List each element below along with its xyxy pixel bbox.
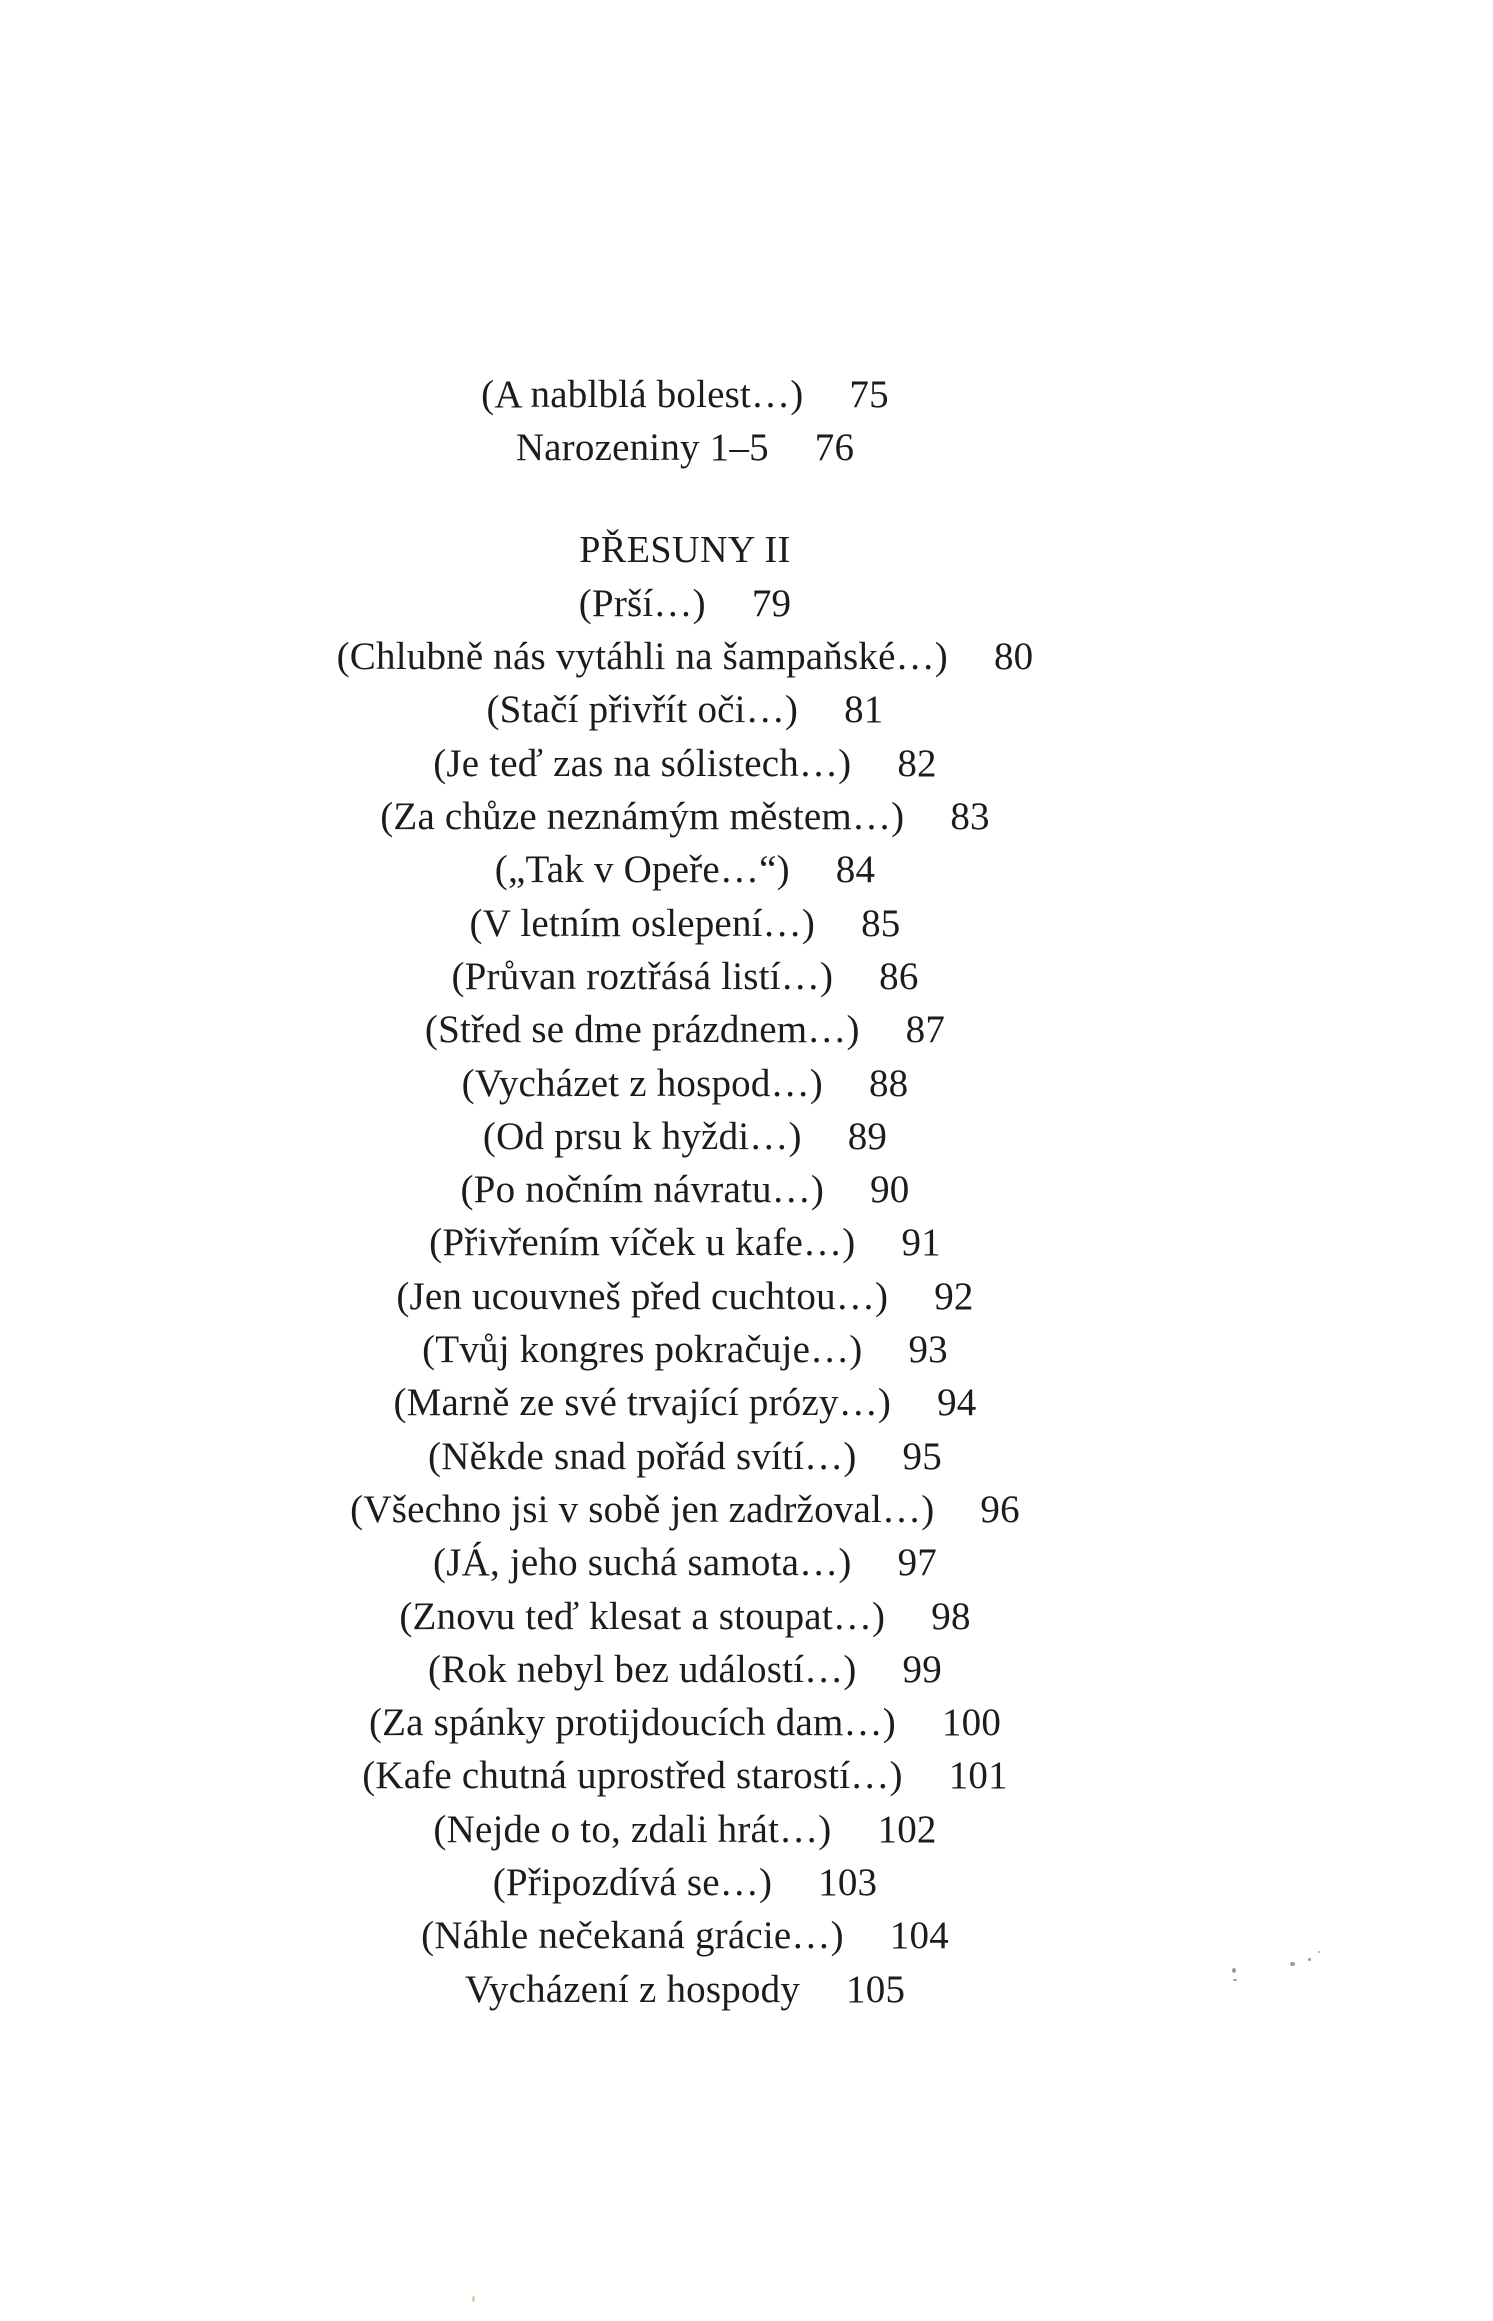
toc-entry-title: (Nejde o to, zdali hrát…) (433, 1807, 832, 1851)
toc-entry (0, 1643, 1370, 1696)
toc-entry-title: Narozeniny 1–5 (515, 426, 769, 470)
toc-entry-title: (Prší…) (578, 581, 706, 625)
toc-entry-title: (Chlubně nás vytáhli na šampaňské…) (336, 635, 948, 679)
section-entries (0, 577, 1370, 2016)
toc-entry (0, 1963, 1370, 2016)
toc-entry-page: 90 (870, 1168, 910, 1212)
toc-entry (0, 950, 1370, 1003)
toc-entry-title: (Střed se dme prázdnem…) (424, 1008, 860, 1052)
toc-entry-page: 80 (993, 635, 1034, 679)
toc-entry-title: (Náhle nečekaná grácie…) (421, 1914, 844, 1958)
scan-speck (1232, 1968, 1236, 1973)
toc-entry (0, 368, 1370, 421)
section-spacer (0, 475, 1370, 524)
toc-entry-page: 100 (941, 1701, 1002, 1745)
toc-entry-page: 102 (877, 1807, 937, 1851)
toc-entry (0, 630, 1370, 683)
scan-speck (1290, 1962, 1295, 1966)
toc-entry-page: 95 (902, 1434, 942, 1478)
toc-entry-title: (Jen ucouvneš před cuchtou…) (396, 1274, 889, 1318)
scan-speck (1318, 1951, 1320, 1953)
toc-entry-title: (Tvůj kongres pokračuje…) (422, 1328, 863, 1372)
toc-entry-page: 83 (950, 795, 990, 839)
scan-speck (472, 2296, 475, 2302)
toc-entry (0, 843, 1370, 896)
toc-entry (0, 421, 1370, 474)
toc-entry-page: 79 (751, 581, 792, 625)
toc-entry-title: (Vycházet z hospod…) (461, 1061, 823, 1105)
toc-entry-page: 81 (844, 688, 884, 732)
toc-entry-title: (Za spánky protijdoucích dam…) (368, 1701, 896, 1745)
toc-entry (0, 1270, 1370, 1323)
toc-entry-page: 96 (980, 1487, 1020, 1531)
toc-entry (0, 1856, 1370, 1909)
toc-entry (0, 1483, 1370, 1536)
scan-speck (1308, 1958, 1311, 1961)
toc-entry-page: 105 (846, 1967, 906, 2011)
toc-entry-page: 101 (948, 1754, 1008, 1798)
toc-entry-page: 103 (818, 1861, 878, 1905)
toc-entry-page: 87 (905, 1008, 946, 1052)
toc-entry (0, 1110, 1370, 1163)
section-heading: PŘESUNY II (579, 528, 791, 571)
toc-entry-title: (Od prsu k hyždi…) (482, 1114, 802, 1158)
toc-entry-title: (Připozdívá se…) (492, 1861, 773, 1905)
scan-speck (1233, 1979, 1237, 1981)
toc-entry-page: 88 (868, 1061, 909, 1105)
toc-entry (0, 1696, 1370, 1749)
toc-entry-page: 85 (861, 901, 901, 945)
toc-entry (0, 1376, 1370, 1429)
toc-entry-title: (V letním oslepení…) (469, 901, 816, 945)
toc-entry-page: 99 (902, 1647, 942, 1691)
toc-entry (0, 1909, 1370, 1962)
toc-entry-title: (Rok nebyl bez událostí…) (428, 1647, 857, 1691)
toc-entry-title: (Přivřením víček u kafe…) (429, 1221, 856, 1265)
toc-entry (0, 1803, 1370, 1856)
toc-entry-title: (Stačí přivřít oči…) (486, 688, 799, 732)
toc-entry-title: („Tak v Opeře…“) (494, 848, 790, 892)
toc-entry (0, 1749, 1370, 1802)
toc-entry-title: (A nablblá bolest…) (481, 373, 804, 416)
toc-entry (0, 1216, 1370, 1269)
toc-entry-page: 82 (897, 741, 937, 785)
toc-entry-page: 93 (908, 1328, 948, 1372)
toc-entry-title: (Je teď zas na sólistech…) (433, 741, 852, 785)
toc-entry-title: (Za chůze neznámým městem…) (380, 795, 905, 839)
toc-entry-page: 92 (934, 1274, 974, 1318)
toc-entry (0, 577, 1370, 630)
toc-entry (0, 1323, 1370, 1376)
toc-entry (0, 683, 1370, 736)
toc-entry-title: (Znovu teď klesat a stoupat…) (399, 1594, 886, 1638)
toc-entry-page: 98 (931, 1594, 971, 1638)
toc-entry-title: (Marně ze své trvající prózy…) (393, 1381, 892, 1425)
toc-entry-page: 75 (849, 373, 889, 416)
toc-entry-title: (Někde snad pořád svítí…) (428, 1434, 857, 1478)
toc-entry (0, 1163, 1370, 1216)
toc-entry (0, 1536, 1370, 1589)
toc-entry-title: (Kafe chutná uprostřed starostí…) (362, 1754, 903, 1798)
toc-entry (0, 1430, 1370, 1483)
toc-entry (0, 1057, 1370, 1110)
table-of-contents (0, 368, 1370, 2016)
toc-entry-title: (Po nočním návratu…) (460, 1168, 825, 1212)
toc-entry-title: (Průvan roztřásá listí…) (451, 954, 834, 998)
toc-entry-page: 104 (889, 1914, 949, 1958)
toc-entry-page: 97 (897, 1541, 937, 1585)
toc-entry (0, 737, 1370, 790)
toc-entry-page: 76 (814, 426, 855, 470)
toc-entry-page: 84 (835, 848, 876, 892)
toc-entry-title: (JÁ, jeho suchá samota…) (433, 1541, 852, 1585)
toc-entry (0, 790, 1370, 843)
toc-entry-page: 94 (937, 1381, 977, 1425)
toc-entry-page: 86 (879, 954, 919, 998)
toc-entry-page: 91 (901, 1221, 941, 1265)
toc-entry-title: Vycházení z hospody (464, 1967, 801, 2011)
toc-entry-page: 89 (847, 1114, 888, 1158)
toc-entry-title: (Všechno jsi v sobě jen zadržoval…) (350, 1487, 935, 1531)
toc-entry (0, 897, 1370, 950)
toc-entry (0, 1003, 1370, 1056)
toc-entry (0, 1590, 1370, 1643)
